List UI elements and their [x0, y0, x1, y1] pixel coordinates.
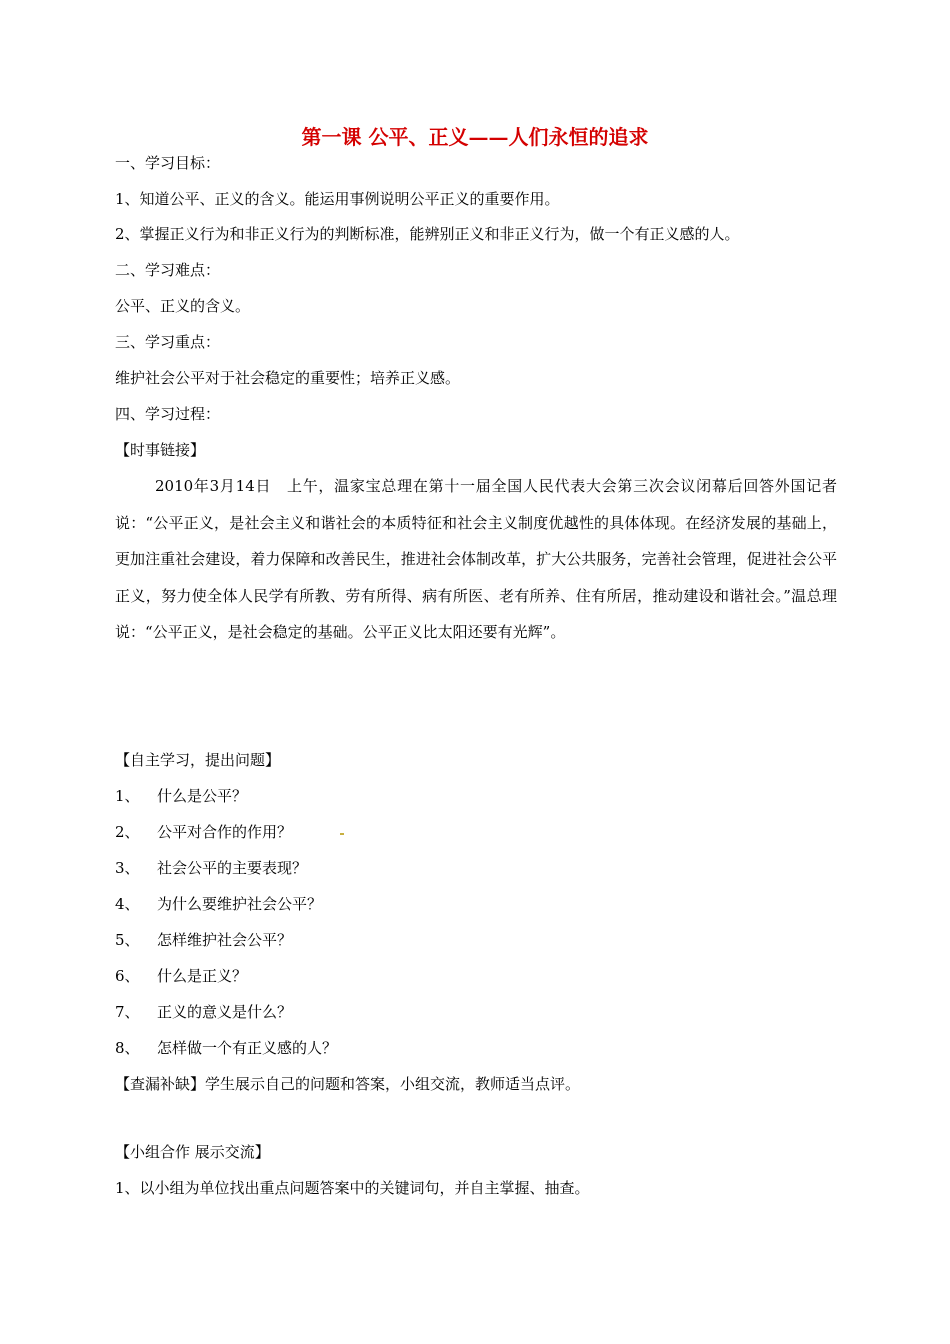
- question-number: 5、: [115, 931, 140, 949]
- section-heading-process: 四、学习过程：: [115, 405, 221, 423]
- question-item: [115, 821, 292, 843]
- question-number: 3、: [115, 859, 140, 877]
- question-number: 7、: [115, 1003, 140, 1021]
- document-title: 第一课 公平、正义——人们永恒的追求: [301, 125, 649, 149]
- question-text: 怎样维护社会公平？: [157, 931, 293, 949]
- keypoint-text: 维护社会公平对于社会稳定的重要性；培养正义感。: [115, 369, 461, 387]
- section-heading-difficulty: 二、学习难点：: [115, 261, 221, 279]
- question-number: 8、: [115, 1039, 140, 1057]
- question-number: 2、: [115, 823, 140, 841]
- question-text: 怎样做一个有正义感的人？: [157, 1039, 338, 1057]
- question-number: 1、: [115, 787, 140, 805]
- stray-mark: [340, 833, 344, 835]
- goal-item-2: 2、掌握正义行为和非正义行为的判断标准，能辨别正义和非正义行为，做一个有正义感的人。: [115, 225, 740, 243]
- goal-item-1: 1、知道公平、正义的含义。能运用事例说明公平正义的重要作用。: [115, 190, 560, 208]
- question-item: [115, 929, 292, 951]
- question-item: [115, 893, 322, 915]
- question-text: 什么是正义？: [157, 967, 248, 985]
- question-number: 4、: [115, 895, 140, 913]
- section-heading-goals: 一、学习目标：: [115, 154, 221, 172]
- difficulty-text: 公平、正义的含义。: [115, 297, 251, 315]
- question-item: [115, 785, 247, 807]
- question-text: 社会公平的主要表现？: [157, 859, 308, 877]
- self-study-heading: 【自主学习，提出问题】: [115, 751, 281, 769]
- group-heading: 【小组合作 展示交流】: [115, 1143, 270, 1161]
- question-number: 6、: [115, 967, 140, 985]
- question-text: 为什么要维护社会公平？: [157, 895, 323, 913]
- question-item: [115, 1001, 292, 1023]
- group-item-1: 1、以小组为单位找出重点问题答案中的关键词句，并自主掌握、抽查。: [115, 1179, 590, 1197]
- check-line: 【查漏补缺】学生展示自己的问题和答案，小组交流，教师适当点评。: [115, 1075, 581, 1093]
- question-text: 正义的意义是什么？: [157, 1003, 293, 1021]
- question-text: 什么是公平？: [157, 787, 248, 805]
- question-item: [115, 1037, 337, 1059]
- question-text: 公平对合作的作用？: [157, 823, 293, 841]
- question-item: [115, 965, 247, 987]
- news-heading: 【时事链接】: [115, 441, 206, 459]
- section-heading-keypoint: 三、学习重点：: [115, 333, 221, 351]
- news-paragraph: 2010年3月14日 上午，温家宝总理在第十一届全国人民代表大会第三次会议闭幕后回答外国记者说：“公平正义，是社会主义和谐社会的本质特征和社会主义制度优越性的具体体现。在经济发展的基础上，更加注重社会建设，着力保障和改善民生，推进社会体制改革，扩大公共服务，完善社会管理，促进社会公平正义，努力使全体人民学有所教、劳有所得、病有所医、老有所养、住有所居，推动建设和谐社会。”温总理说：“公平正义，是社会稳定的基础。公平正义比太阳还要有光辉”。: [115, 477, 837, 642]
- question-item: [115, 857, 307, 879]
